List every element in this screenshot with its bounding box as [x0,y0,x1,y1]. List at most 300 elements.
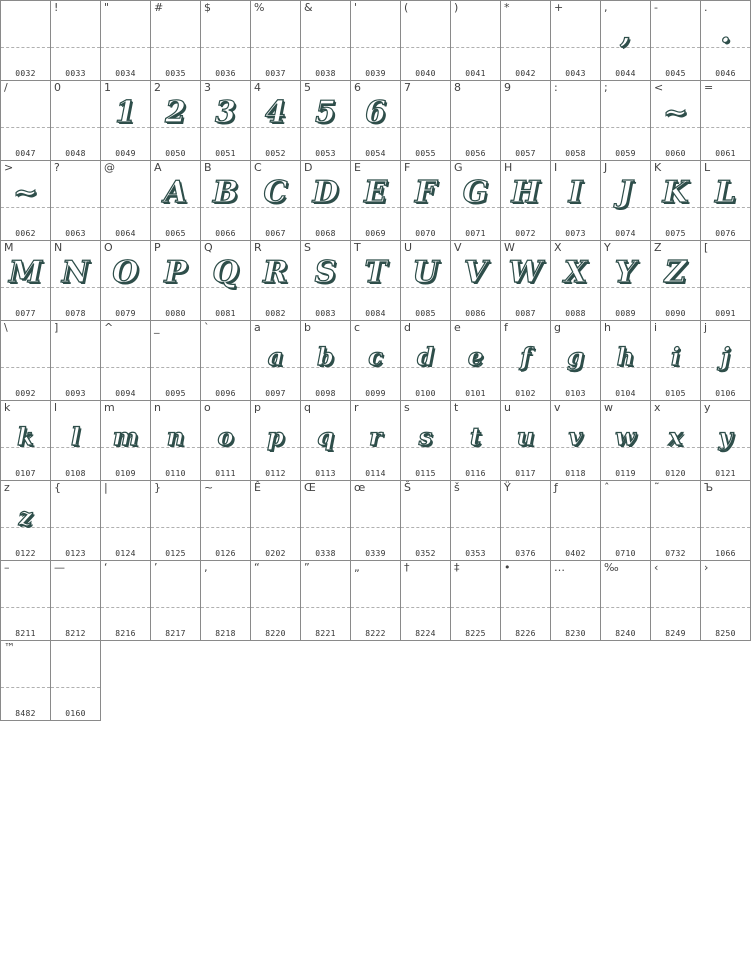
baseline-guide [551,527,600,528]
glyph-cell-0120 [651,401,701,481]
glyph-sample: . [720,15,731,50]
glyph-sample: n [166,422,185,451]
glyph-sample: t [469,422,482,451]
baseline-guide [151,607,200,608]
character-code: 0053 [315,149,336,158]
character-label: t [454,401,459,414]
glyph-cell-0066 [201,161,251,241]
glyph-cell-0108 [51,401,101,481]
baseline-guide [701,127,750,128]
glyph-cell-0068 [301,161,351,241]
glyph-cell-0114 [351,401,401,481]
glyph-cell-0044 [601,1,651,81]
baseline-guide [151,47,200,48]
character-code: 0070 [415,229,436,238]
character-code: 0352 [415,549,436,558]
character-code: 0093 [65,389,86,398]
glyph-cell-0050 [151,81,201,161]
character-code: 0065 [165,229,186,238]
glyph-sample: O [112,255,139,290]
baseline-guide [1,367,50,368]
character-code: 0096 [215,389,236,398]
character-label: S [304,241,311,254]
character-label: = [704,81,714,94]
character-label: d [404,321,411,334]
glyph-sample: v [568,422,583,451]
character-code: 0037 [265,69,286,78]
glyph-sample: k [17,422,34,451]
glyph-cell-0123 [51,481,101,561]
character-code: 0057 [515,149,536,158]
character-code: 0202 [265,549,286,558]
character-code: 0033 [65,69,86,78]
character-code: 0115 [415,469,436,478]
glyph-cell-0058 [551,81,601,161]
glyph-cell-0048 [51,81,101,161]
glyph-cell-0053 [301,81,351,161]
character-label: “ [254,561,260,574]
character-label: 4 [254,81,261,94]
character-code: 0710 [615,549,636,558]
character-label: 1 [104,81,111,94]
baseline-guide [451,47,500,48]
character-label: Ÿ [504,481,511,494]
character-label: k [4,401,11,414]
baseline-guide [251,47,300,48]
character-label: x [654,401,661,414]
character-label: M [4,241,14,254]
character-label: Œ [304,481,316,494]
character-code: 0125 [165,549,186,558]
character-label: ‰ [604,561,619,574]
character-label: Ê [254,481,261,494]
baseline-guide [701,527,750,528]
glyph-cell-0033 [51,1,101,81]
character-code: 0081 [215,309,236,318]
glyph-sample: Q [212,255,239,290]
glyph-cell-8218 [201,561,251,641]
glyph-cell-8220 [251,561,301,641]
character-code: 8216 [115,629,136,638]
character-code: 0061 [715,149,736,158]
baseline-guide [101,367,150,368]
glyph-cell-0376 [501,481,551,561]
character-label: @ [104,161,115,174]
character-label: p [254,401,261,414]
glyph-cell-0103 [551,321,601,401]
character-label: – [4,561,10,574]
glyph-cell-0055 [401,81,451,161]
glyph-cell-0111 [201,401,251,481]
character-label: X [554,241,562,254]
glyph-sample: w [615,422,636,451]
character-code: 0045 [665,69,686,78]
glyph-sample: Z [664,255,687,290]
glyph-cell-0085 [401,241,451,321]
character-label: ™ [4,641,15,654]
character-label [4,2,8,14]
character-code: 8221 [315,629,336,638]
character-label: - [654,1,658,14]
glyph-cell-0042 [501,1,551,81]
glyph-cell-0059 [601,81,651,161]
glyph-sample: r [369,422,382,451]
glyph-sample: L [714,175,737,210]
character-code: 8211 [15,629,36,638]
glyph-cell-0109 [101,401,151,481]
glyph-sample: R [263,255,288,290]
character-code: 0058 [565,149,586,158]
character-label: ( [404,1,409,14]
glyph-cell-0202 [251,481,301,561]
character-code: 0051 [215,149,236,158]
character-code: 0107 [15,469,36,478]
baseline-guide [701,607,750,608]
glyph-cell-0110 [151,401,201,481]
glyph-cell-0052 [251,81,301,161]
character-label: ” [304,561,310,574]
character-code: 0064 [115,229,136,238]
character-code: 0046 [715,69,736,78]
glyph-cell-0047 [1,81,51,161]
character-code: 8225 [465,629,486,638]
character-label: c [354,321,361,334]
baseline-guide [151,367,200,368]
character-label: / [4,81,8,94]
baseline-guide [451,607,500,608]
glyph-cell-0125 [151,481,201,561]
character-code: 0069 [365,229,386,238]
character-label: g [554,321,561,334]
glyph-cell-0075 [651,161,701,241]
character-code: 0072 [515,229,536,238]
glyph-sample: M [8,255,43,290]
character-label: J [604,161,608,174]
glyph-cell-8216 [101,561,151,641]
baseline-guide [601,527,650,528]
glyph-cell-0086 [451,241,501,321]
baseline-guide [351,47,400,48]
character-label: * [504,1,510,14]
baseline-guide [1,607,50,608]
baseline-guide [401,47,450,48]
character-label: n [154,401,161,414]
character-code: 0088 [565,309,586,318]
character-code: 0092 [15,389,36,398]
character-code: 0126 [215,549,236,558]
character-label: % [254,1,265,14]
character-label: ` [204,321,210,334]
character-label [54,642,58,654]
character-code: 0074 [615,229,636,238]
baseline-guide [201,367,250,368]
character-code: 0111 [215,469,236,478]
character-label: A [154,161,162,174]
glyph-cell-0062 [1,161,51,241]
glyph-cell-0353 [451,481,501,561]
character-code: 0091 [715,309,736,318]
glyph-sample: s [418,422,433,451]
character-code: 0100 [415,389,436,398]
glyph-cell-0072 [501,161,551,241]
character-code: 0338 [315,549,336,558]
baseline-guide [551,127,600,128]
character-label: ] [54,321,59,334]
character-label: C [254,161,262,174]
glyph-cell-0036 [201,1,251,81]
glyph-sample: c [368,342,383,371]
character-label: W [504,241,515,254]
glyph-cell-0045 [651,1,701,81]
character-code: 0112 [265,469,286,478]
glyph-cell-0057 [501,81,551,161]
glyph-sample: e [467,342,484,371]
character-label: { [54,481,61,494]
glyph-cell-0089 [601,241,651,321]
glyph-sample: T [364,255,387,290]
character-code: 0109 [115,469,136,478]
glyph-cell-0088 [551,241,601,321]
glyph-sample: h [616,342,635,371]
character-code: 0067 [265,229,286,238]
character-code: 0376 [515,549,536,558]
character-code: 8482 [15,709,36,718]
glyph-cell-0069 [351,161,401,241]
glyph-sample: a [267,342,284,371]
glyph-cell-8222 [351,561,401,641]
glyph-sample: F [414,175,437,210]
character-code: 0087 [515,309,536,318]
character-code: 8218 [215,629,236,638]
character-label: O [104,241,113,254]
glyph-sample: 4 [265,95,286,130]
character-code: 0101 [465,389,486,398]
glyph-sample: 3 [215,95,236,130]
character-code: 0103 [565,389,586,398]
glyph-cell-0032 [1,1,51,81]
glyph-sample: E [364,175,387,210]
character-code: 0094 [115,389,136,398]
character-code: 8217 [165,629,186,638]
character-code: 0049 [115,149,136,158]
character-code: 0090 [665,309,686,318]
glyph-cell-0035 [151,1,201,81]
glyph-cell-0105 [651,321,701,401]
baseline-guide [301,527,350,528]
glyph-cell-8240 [601,561,651,641]
character-label: z [4,481,10,494]
character-code: 0071 [465,229,486,238]
glyph-sample: H [511,175,540,210]
character-label: „ [354,561,360,574]
character-label: 9 [504,81,511,94]
glyph-cell-0091 [701,241,751,321]
glyph-cell-8211 [1,561,51,641]
character-code: 0077 [15,309,36,318]
character-label: ˜ [654,481,660,494]
character-label: l [54,401,58,414]
character-code: 0052 [265,149,286,158]
character-code: 0080 [165,309,186,318]
baseline-guide [251,607,300,608]
character-label: — [54,561,65,574]
character-code: 0114 [365,469,386,478]
glyph-cell-0097 [251,321,301,401]
glyph-cell-0082 [251,241,301,321]
character-label: r [354,401,359,414]
baseline-guide [201,527,250,528]
glyph-sample: ~ [12,175,39,210]
character-label: ’ [154,561,158,574]
baseline-guide [651,527,700,528]
character-code: 0116 [465,469,486,478]
character-label: 8 [454,81,461,94]
glyph-cell-0043 [551,1,601,81]
glyph-sample: C [263,175,288,210]
character-label: , [604,1,608,14]
glyph-cell-0115 [401,401,451,481]
glyph-cell-0160 [51,641,101,721]
glyph-sample: f [520,342,531,371]
glyph-cell-0074 [601,161,651,241]
glyph-cell-0126 [201,481,251,561]
character-code: 0042 [515,69,536,78]
glyph-sample: W [508,255,543,290]
glyph-cell-0116 [451,401,501,481]
glyph-sample: j [721,342,730,371]
glyph-cell-0106 [701,321,751,401]
character-label: f [504,321,508,334]
glyph-cell-0051 [201,81,251,161]
glyph-cell-0040 [401,1,451,81]
baseline-guide [551,607,600,608]
character-label: ƒ [554,481,558,494]
character-code: 0041 [465,69,486,78]
character-label: " [104,1,110,14]
character-label: # [154,1,164,14]
glyph-cell-0071 [451,161,501,241]
character-label: > [4,161,14,174]
character-code: 0063 [65,229,86,238]
glyph-cell-0037 [251,1,301,81]
character-label: U [404,241,413,254]
baseline-guide [351,527,400,528]
character-label: a [254,321,261,334]
baseline-guide [101,47,150,48]
glyph-cell-8482 [1,641,51,721]
baseline-guide [1,47,50,48]
character-label: V [454,241,462,254]
baseline-guide [201,47,250,48]
character-label: \ [4,321,8,334]
glyph-cell-0049 [101,81,151,161]
character-label: | [104,481,108,494]
baseline-guide [401,127,450,128]
character-code: 0108 [65,469,86,478]
baseline-guide [51,607,100,608]
character-label: ^ [104,321,114,334]
glyph-cell-0113 [301,401,351,481]
character-code: 0055 [415,149,436,158]
character-code: 0073 [565,229,586,238]
glyph-sample: o [217,422,234,451]
character-code: 0121 [715,469,736,478]
character-label: ? [54,161,60,174]
baseline-guide [651,47,700,48]
character-code: 0032 [15,69,36,78]
glyph-sample: i [670,342,681,371]
glyph-cell-0093 [51,321,101,401]
character-label: 5 [304,81,311,94]
character-code: 8220 [265,629,286,638]
glyph-cell-8249 [651,561,701,641]
baseline-guide [1,127,50,128]
glyph-sample: S [314,255,337,290]
glyph-cell-0101 [451,321,501,401]
character-label: L [704,161,711,174]
character-code: 0106 [715,389,736,398]
character-label: e [454,321,461,334]
character-code: 0035 [165,69,186,78]
character-code: 8224 [415,629,436,638]
glyph-sample: 1 [115,95,136,130]
glyph-cell-0070 [401,161,451,241]
glyph-sample: 2 [165,95,186,130]
character-code: 0084 [365,309,386,318]
character-code: 0098 [315,389,336,398]
character-label: E [354,161,361,174]
glyph-cell-0083 [301,241,351,321]
baseline-guide [51,127,100,128]
character-code: 8230 [565,629,586,638]
baseline-guide [601,607,650,608]
character-code: 0047 [15,149,36,158]
glyph-cell-0112 [251,401,301,481]
glyph-sample: x [668,422,683,451]
baseline-guide [1,687,50,688]
character-code: 0079 [115,309,136,318]
baseline-guide [601,127,650,128]
glyph-cell-8221 [301,561,351,641]
character-code: 0097 [265,389,286,398]
character-code: 0034 [115,69,136,78]
character-label: ‡ [454,561,460,574]
character-code: 8222 [365,629,386,638]
baseline-guide [351,607,400,608]
character-code: 0732 [665,549,686,558]
glyph-cell-0080 [151,241,201,321]
baseline-guide [251,527,300,528]
character-label: Ъ [704,481,714,494]
character-code: 0039 [365,69,386,78]
character-code: 0082 [265,309,286,318]
character-code: 0068 [315,229,336,238]
character-code: 0120 [665,469,686,478]
glyph-cell-0710 [601,481,651,561]
glyph-cell-0081 [201,241,251,321]
character-code: 0043 [565,69,586,78]
baseline-guide [551,47,600,48]
glyph-sample: y [718,422,733,451]
character-code: 0036 [215,69,236,78]
glyph-cell-0338 [301,481,351,561]
glyph-cell-0107 [1,401,51,481]
glyph-cell-0352 [401,481,451,561]
character-code: 0059 [615,149,636,158]
character-code: 0113 [315,469,336,478]
character-code: 0038 [315,69,336,78]
character-code: 0056 [465,149,486,158]
